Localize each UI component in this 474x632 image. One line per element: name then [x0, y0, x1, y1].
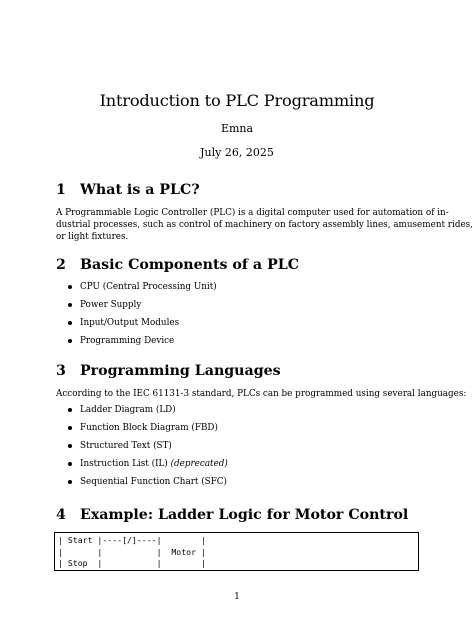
section-1-number: 1 — [56, 182, 66, 198]
list-item — [68, 335, 217, 353]
list-item — [68, 476, 228, 494]
deprecated-note: (deprecated) — [170, 459, 228, 469]
section-3-number: 3 — [56, 363, 66, 379]
section-1-heading — [56, 181, 200, 199]
page-number: 1 — [234, 592, 240, 602]
bullet-icon — [68, 303, 72, 307]
bullet-icon — [68, 426, 72, 430]
list-item-text: Instruction List (IL) — [80, 459, 168, 469]
bullet-icon — [68, 444, 72, 448]
list-item-text: Power Supply — [80, 300, 142, 310]
section-4-title: Example: Ladder Logic for Motor Control — [80, 507, 409, 523]
section-1-paragraph-line-3: or light fixtures. — [56, 232, 129, 242]
bullet-icon — [68, 480, 72, 484]
list-item-text: Ladder Diagram (LD) — [80, 405, 176, 415]
bullet-icon — [68, 339, 72, 343]
section-1-title: What is a PLC? — [80, 182, 200, 198]
document-author: Emna — [220, 122, 254, 135]
ladder-code-block — [54, 532, 419, 571]
code-line: | | | Motor | — [58, 546, 206, 557]
section-4-heading — [56, 506, 408, 524]
section-3-title: Programming Languages — [80, 363, 281, 379]
document-title: Introduction to PLC Programming — [99, 91, 375, 110]
list-item-text: Input/Output Modules — [80, 318, 180, 328]
section-4-number: 4 — [56, 507, 66, 523]
list-item — [68, 281, 217, 299]
code-line: | Start |----[/]----| | — [58, 535, 206, 545]
bullet-icon — [68, 408, 72, 412]
list-item-text: CPU (Central Processing Unit) — [80, 282, 217, 292]
list-item — [68, 299, 217, 317]
section-2-title: Basic Components of a PLC — [80, 257, 299, 273]
section-3-heading — [56, 362, 281, 380]
section-1-paragraph-line-1: A Programmable Logic Controller (PLC) is a digital computer used for automation of in- — [56, 208, 449, 218]
list-item — [68, 404, 228, 422]
section-3-intro: According to the IEC 61131-3 standard, PLCs can be programmed using several languages: — [56, 389, 467, 399]
bullet-icon — [68, 285, 72, 289]
list-item-text: Programming Device — [80, 336, 175, 346]
list-item — [68, 440, 228, 458]
list-item — [68, 422, 228, 440]
section-2-heading — [56, 256, 299, 274]
section-2-number: 2 — [56, 257, 66, 273]
components-list — [68, 281, 217, 353]
section-1-paragraph-line-2: dustrial processes, such as control of machinery on factory assembly lines, amusement rides, — [56, 220, 473, 230]
list-item-text: Function Block Diagram (FBD) — [80, 423, 218, 433]
list-item-text: Sequential Function Chart (SFC) — [80, 477, 227, 487]
code-line: | Stop | | | — [58, 558, 206, 568]
languages-list — [68, 404, 228, 494]
list-item-text: Structured Text (ST) — [80, 441, 172, 451]
list-item — [68, 458, 228, 476]
list-item — [68, 317, 217, 335]
document-date: July 26, 2025 — [200, 146, 274, 159]
bullet-icon — [68, 462, 72, 466]
bullet-icon — [68, 321, 72, 325]
